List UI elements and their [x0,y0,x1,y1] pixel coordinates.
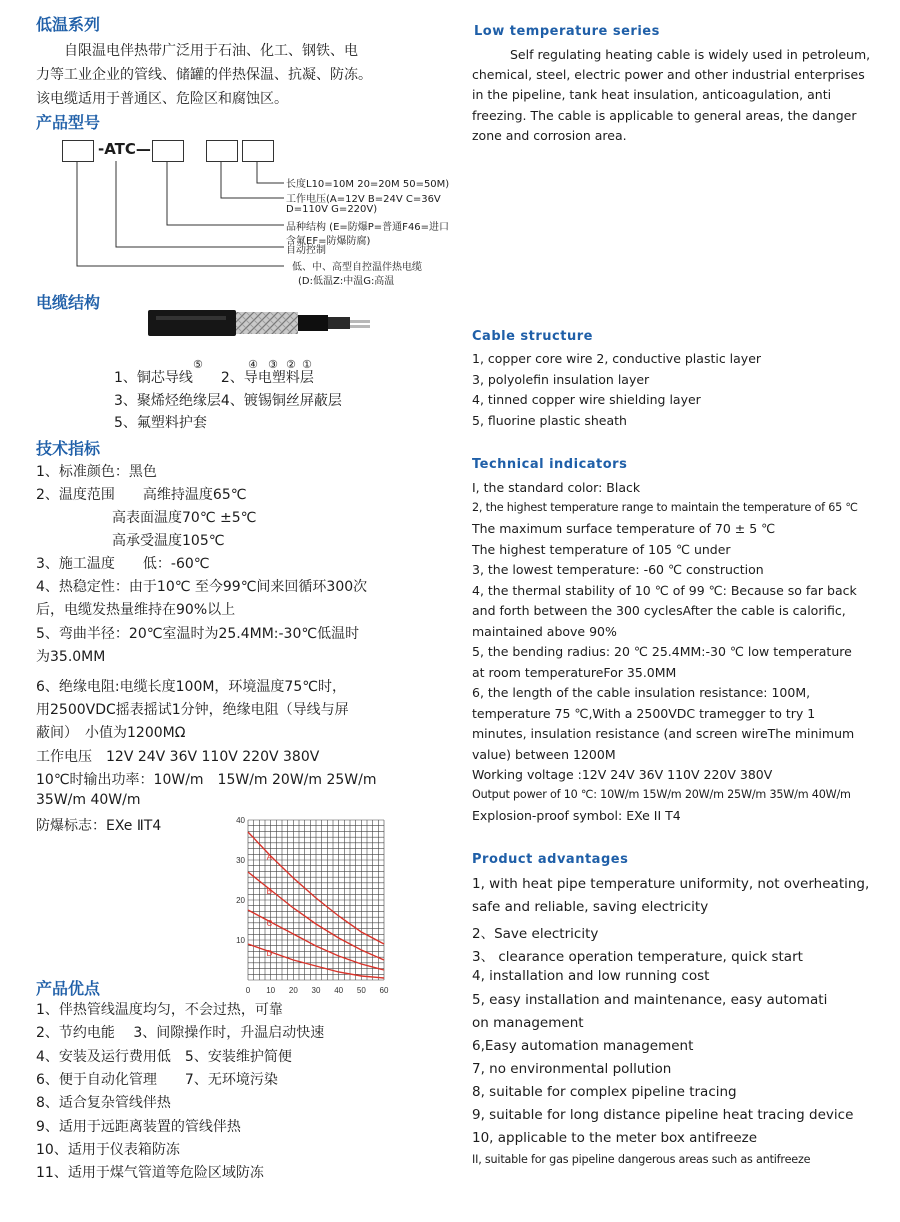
structure-item-en: 3, polyolefin insulation layer [472,372,650,387]
model-label: 低、中、高型自控温伴热电缆 [292,262,422,273]
intro-line-en: in the pipeline, tank heat insulation, anticoagulation, anti [472,87,832,102]
cable-illustration [146,300,376,360]
advantage-line-en: 10, applicable to the meter box antifreeze [472,1130,758,1147]
tech-line-en: The highest temperature of 105 ℃ under [472,541,731,557]
tech-line-cn: 10℃时输出功率：10W/m 15W/m 20W/m 25W/m [36,772,377,788]
model-leader-lines [36,0,436,290]
structure-item-en: 4, tinned copper wire shielding layer [472,392,701,407]
advantage-line-cn: 11、适用于煤气管道等危险区域防冻 [36,1165,264,1182]
model-label: 含氟EF=防爆防腐) [286,236,371,247]
tech-title-cn: 技术指标 [36,439,101,458]
advantage-line-en: II, suitable for gas pipeline dangerous areas such as antifreeze [472,1153,811,1167]
structure-item-cn: 5、氟塑料护套 [114,415,207,431]
tech-line-en: 3, the lowest temperature: -60 ℃ construction [472,562,764,577]
tech-line-en: minutes, insulation resistance (and screen wireThe minimum [472,726,855,741]
tech-line-en: Output power of 10 ℃: 10W/m 15W/m 20W/m 25W/m 35W/m 40W/m [472,787,851,801]
advantage-line-en: 9, suitable for long distance pipeline heat tracing device [472,1107,854,1123]
model-title-cn: 产品型号 [36,113,101,132]
advantage-line-cn: 10、适用于仪表箱防冻 [36,1141,180,1158]
advantage-line-en: safe and reliable, saving electricity [472,899,709,916]
x-tick-label: 0 [245,986,251,995]
series-title-cn: 低温系列 [36,15,101,34]
structure-title-cn: 电缆结构 [36,293,101,312]
cable-marker: ① [302,358,312,371]
tech-line-en: Explosion-proof symbol: EXe II T4 [472,808,681,823]
advantage-line-cn: 6、便于自动化管理 7、无环境污染 [36,1071,278,1088]
structure-title-en: Cable structure [472,329,593,344]
tech-line-cn: 3、施工温度 低：-60℃ [36,556,210,572]
advantage-line-en: 5, easy installation and maintenance, easy automati [472,991,828,1008]
y-tick-label: 20 [236,896,245,905]
cable-marker: ② [286,358,296,371]
structure-item-en: 1, copper core wire 2, conductive plastic layer [472,351,762,366]
advantage-line-cn: 2、节约电能 3、间隙操作时，升温启动快速 [36,1025,325,1042]
advantage-line-cn: 9、适用于远距离装置的管线伴热 [36,1118,241,1135]
tech-line-cn: 用2500VDC摇表摇试1分钟，绝缘电阻（导线与屏 [36,702,349,718]
intro-line-en: Self regulating heating cable is widely used in petroleum, [510,47,871,62]
tech-line-cn: 后，电缆发热量维持在90%以上 [36,602,236,618]
series-label: C [266,919,273,928]
tech-line-cn: 工作电压 12V 24V 36V 110V 220V 380V [36,749,320,765]
model-code-diagram [36,0,450,290]
model-label: D=110V G=220V) [286,204,378,215]
tech-line-en: I, the standard color: Black [472,480,641,495]
tech-line-cn: 1、标准颜色：黑色 [36,464,157,480]
tech-line-cn: 5、弯曲半径：20℃室温时为25.4MM:-30℃低温时 [36,626,360,642]
advantage-line-cn: 8、适合复杂管线伴热 [36,1095,171,1112]
tech-line-cn: 蔽间） 小值为1200MΩ [36,725,186,741]
tech-line-cn: 6、绝缘电阻:电缆长度100M，环境温度75℃时， [36,679,346,695]
tech-line-cn: 2、温度范围 高维持温度65℃ [36,487,247,503]
x-tick-label: 60 [379,986,389,995]
tech-line-en: value) between 1200M [472,746,616,762]
cable-marker: ③ [268,358,278,371]
advantage-line-cn: 1、伴热管线温度均匀，不会过热，可靠 [36,1002,283,1018]
cable-marker: ④ [248,358,258,371]
advantage-line-cn: 4、安装及运行费用低 5、安装维护简便 [36,1048,292,1065]
series-title-en: Low temperature series [474,24,660,39]
tech-line-en: and forth between the 300 cyclesAfter the cable is calorific, [472,603,846,618]
model-label: (D:低温Z:中温G:高温 [298,276,395,287]
advantage-line-en: on management [472,1014,584,1031]
x-tick-label: 50 [356,986,366,995]
series-label: B [266,887,273,896]
intro-line-cn: 自限温电伴热带广泛用于石油、化工、钢铁、电 [64,43,358,59]
model-label: 工作电压(A=12V B=24V C=36V [286,194,441,205]
structure-item-cn: 1、铜芯导线 2、导电塑料层 [114,370,314,386]
advantage-line-en: 3、 clearance operation temperature, quick start [472,949,803,966]
tech-line-en: Working voltage :12V 24V 36V 110V 220V 380V [472,767,773,782]
x-tick-label: 30 [311,986,321,995]
power-temperature-chart [208,812,392,996]
intro-line-cn: 力等工业企业的管线、储罐的伴热保温、抗凝、防冻。 [36,67,372,83]
advantages-title-en: Product advantages [472,852,629,867]
advantage-line-en: 6,Easy automation management [472,1037,694,1054]
y-tick-label: 40 [236,816,245,825]
intro-line-cn: 该电缆适用于普通区、危险区和腐蚀区。 [36,91,288,107]
tech-line-en: maintained above 90% [472,623,617,639]
x-tick-label: 40 [334,986,344,995]
model-label: 长度L10=10M 20=20M 50=50M) [286,179,450,190]
intro-line-en: freezing. The cable is applicable to general areas, the danger [472,108,857,123]
tech-line-en: The maximum surface temperature of 70 ± 5 ℃ [472,521,776,536]
y-tick-label: 10 [236,936,245,945]
tech-line-cn: 高承受温度105℃ [84,533,225,549]
intro-line-en: chemical, steel, electric power and other industrial enterprises [472,67,865,82]
series-label: D [266,949,273,958]
tech-line-en: 2, the highest temperature range to maintain the temperature of 65 ℃ [472,500,858,514]
tech-line-cn: 为35.0MM [36,649,106,665]
x-tick-label: 20 [288,986,298,995]
advantages-title-cn: 产品优点 [36,979,101,998]
advantage-line-en: 8, suitable for complex pipeline tracing [472,1083,737,1100]
tech-line-cn: 4、热稳定性：由于10℃ 至今99℃间来回循环300次 [36,579,368,595]
model-code: -ATC— [98,140,151,158]
tech-line-cn: 35W/m 40W/m [36,792,141,808]
tech-line-en: temperature 75 ℃,With a 2500VDC tramegger to try 1 [472,705,816,721]
tech-line-en: at room temperatureFor 35.0MM [472,664,677,680]
x-tick-label: 10 [266,986,276,995]
tech-line-en: 5, the bending radius: 20 ℃ 25.4MM:-30 ℃ low temperature [472,644,852,659]
advantage-line-en: 7, no environmental pollution [472,1060,672,1077]
model-label: 自动控制 [286,245,326,256]
structure-item-en: 5, fluorine plastic sheath [472,413,627,428]
advantage-line-en: 4, installation and low running cost [472,968,710,985]
tech-line-cn: 防爆标志：EXe ⅡT4 [36,818,162,834]
model-label: 品种结构 (E=防爆P=普通F46=进口 [286,222,450,233]
structure-item-cn: 3、聚烯烃绝缘层4、镀锡铜丝屏蔽层 [114,393,342,409]
cable-marker: ⑤ [193,358,203,371]
tech-title-en: Technical indicators [472,457,628,472]
intro-line-en: zone and corrosion area. [472,128,627,143]
advantage-line-en: 2、Save electricity [472,926,599,943]
series-label: A [266,853,273,862]
tech-line-en: 4, the thermal stability of 10 ℃ of 99 ℃: Because so far back [472,582,857,598]
y-tick-label: 30 [236,856,245,865]
tech-line-en: 6, the length of the cable insulation resistance: 100M, [472,685,811,700]
tech-line-cn: 高表面温度70℃ ±5℃ [84,510,257,526]
advantage-line-en: 1, with heat pipe temperature uniformity, not overheating, [472,876,870,892]
